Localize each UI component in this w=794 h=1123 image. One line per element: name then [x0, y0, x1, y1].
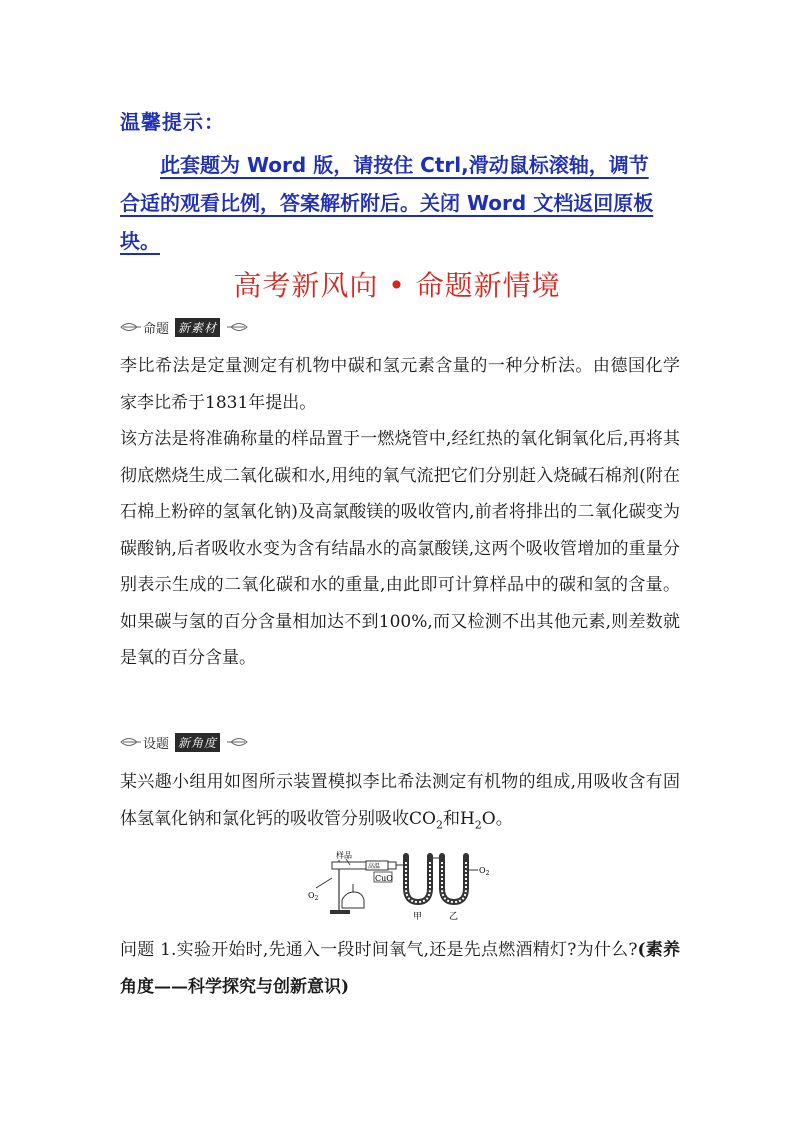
lamp-body [342, 892, 364, 908]
apparatus-figure [306, 848, 506, 922]
o2-inlet-arrow [316, 878, 332, 888]
stand-base [330, 910, 350, 914]
tag-left-label: 设题 [143, 737, 170, 752]
paragraph: 李比希法是定量测定有机物中碳和氢元素含量的一种分析法。由德国化学家李比希于1831年提出。 [120, 356, 680, 413]
label-jia: 甲 [413, 912, 423, 922]
main-title: 高考新风向 • 命题新情境 [233, 269, 561, 302]
sample-label: 样品 [336, 851, 352, 860]
tag-right-label: 新素材 [175, 318, 220, 337]
paragraph: 某兴趣小组用如图所示装置模拟李比希法测定有机物的组成,用吸收含有固体氢氧化钠和氯化钙的吸收管分别吸收$CO_2$和$H_2O$。 [120, 772, 680, 831]
furnace-label: 高温 [368, 863, 381, 870]
o2-left-label: $O_2$ [308, 891, 319, 902]
tip-line-3: 块。 [120, 229, 160, 253]
tip-line-2: 合适的观看比例，答案解析附后。关闭 Word 文档返回原板 [120, 191, 654, 215]
question-text: 问题 1.实验开始时,先通入一段时间氧气,还是先点燃酒精灯?为什么? [120, 940, 638, 960]
label-yi: 乙 [449, 912, 459, 922]
tag-right-label: 新角度 [175, 733, 220, 752]
u-tube-yi [442, 856, 466, 902]
tag-left-label: 命题 [143, 322, 170, 337]
tip-title: 温馨提示： [120, 110, 225, 134]
question-1 [120, 932, 680, 1005]
section2-intro [120, 764, 680, 843]
paragraph: 该方法是将准确称量的样品置于一燃烧管中,经红热的氧化铜氧化后,再将其彻底燃烧生成二氧化碳和水,用纯的氧气流把它们分别赶入烧碱石棉剂(附在石棉上粉碎的氢氧化钠)及高氯酸镁的吸收管内,前者将排出的二氧化碳变为碳酸钠,后者吸收水变为含有结晶水的高氯酸镁,这两个吸收管增加的重量分别表示生成的二氧化碳和水的重量,由此即可计算样品中的碳和氢的含量。如果碳与氢的百分含量相加达不到100%,而又检测不出其他元素,则差数就是氧的百分含量。 [120, 429, 680, 668]
u-tube-jia [406, 856, 430, 902]
cuo-label: CuO [375, 874, 393, 883]
section-tag-angle [119, 732, 249, 752]
tip-line-1: 此套题为 Word 版，请按住 Ctrl,滑动鼠标滚轴，调节 [160, 153, 649, 177]
question-competency-tag: (素养角度——科学探究与创新意识) [120, 940, 680, 997]
tip-body [120, 146, 680, 260]
o2-right-label: $O_2$ [479, 866, 490, 877]
section-tag-material [119, 317, 249, 337]
section1-body [120, 348, 680, 677]
